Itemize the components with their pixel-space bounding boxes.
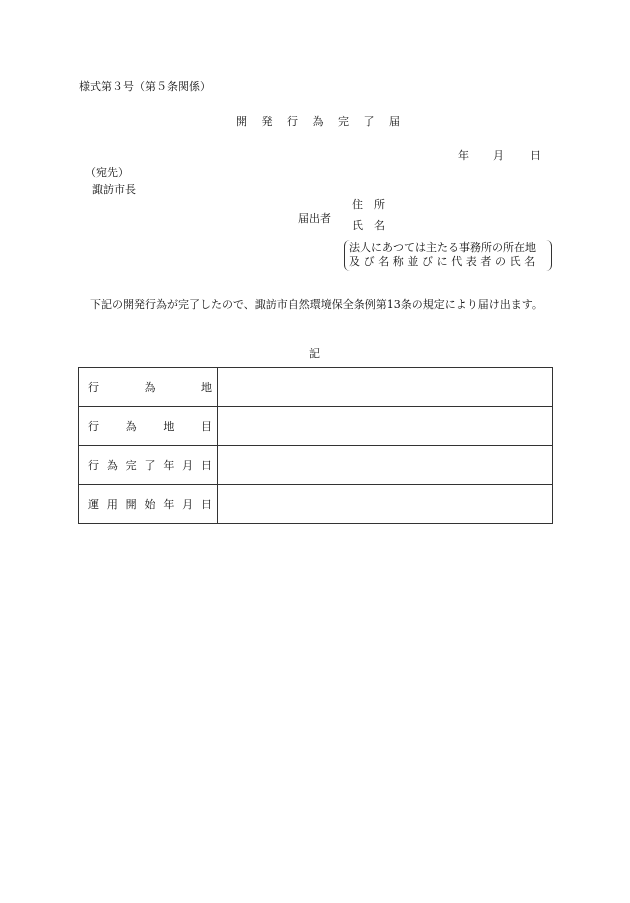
body-text: 下記の開発行為が完了したので、諏訪市自然環境保全条例第13条の規定により届け出ます。 <box>90 298 543 311</box>
addressee-name: 諏訪市長 <box>92 183 136 196</box>
corporation-note <box>344 240 552 271</box>
document-title: 開発行為完了届 <box>236 115 415 128</box>
year-label: 年 <box>458 149 469 162</box>
day-label: 日 <box>530 149 541 162</box>
corporation-note-line1: 法人にあつては主たる事務所の所在地 <box>349 241 536 254</box>
row-label-char: 目 <box>200 420 212 433</box>
row-label-char: 行 <box>88 459 99 472</box>
row-label-char: 用 <box>106 498 118 511</box>
details-table <box>78 367 553 524</box>
table-row <box>79 368 553 407</box>
row-label <box>79 446 218 485</box>
form-number-label: 様式第３号（第５条関係） <box>79 80 211 93</box>
row-label <box>79 485 218 524</box>
name-label: 氏 名 <box>352 219 385 232</box>
row-label-char: 為 <box>144 381 156 394</box>
row-label <box>79 368 218 407</box>
row-label-char: 月 <box>182 498 194 511</box>
notifier-label: 届出者 <box>298 212 331 225</box>
row-label-char: 年 <box>163 459 175 472</box>
row-label <box>79 407 218 446</box>
row-value[interactable] <box>218 368 553 407</box>
row-label-char: 為 <box>106 459 118 472</box>
row-label-char: 地 <box>163 420 175 433</box>
row-label-char: 為 <box>125 420 137 433</box>
row-value[interactable] <box>218 446 553 485</box>
row-value[interactable] <box>218 407 553 446</box>
row-label-char: 了 <box>144 459 156 472</box>
addressee-label: （宛先） <box>85 166 129 179</box>
row-label-char: 日 <box>200 498 212 511</box>
corporation-note-line2: 及び名称並びに代表者の氏名 <box>349 255 539 268</box>
row-label-char: 運 <box>88 498 99 511</box>
month-label: 月 <box>493 149 504 162</box>
row-label-char: 日 <box>200 459 212 472</box>
row-label-char: 年 <box>163 498 175 511</box>
row-label-char: 行 <box>88 420 99 433</box>
row-label-char: 完 <box>125 459 137 472</box>
table-row <box>79 446 553 485</box>
row-label-char: 月 <box>182 459 194 472</box>
row-label-char: 開 <box>125 498 137 511</box>
row-label-char: 行 <box>88 381 99 394</box>
address-label: 住 所 <box>352 198 385 211</box>
row-label-char: 地 <box>201 381 212 394</box>
ki-heading: 記 <box>309 347 320 360</box>
row-value[interactable] <box>218 485 553 524</box>
date-line <box>458 149 541 162</box>
table-row <box>79 407 553 446</box>
table-row <box>79 485 553 524</box>
row-label-char: 始 <box>144 498 156 511</box>
